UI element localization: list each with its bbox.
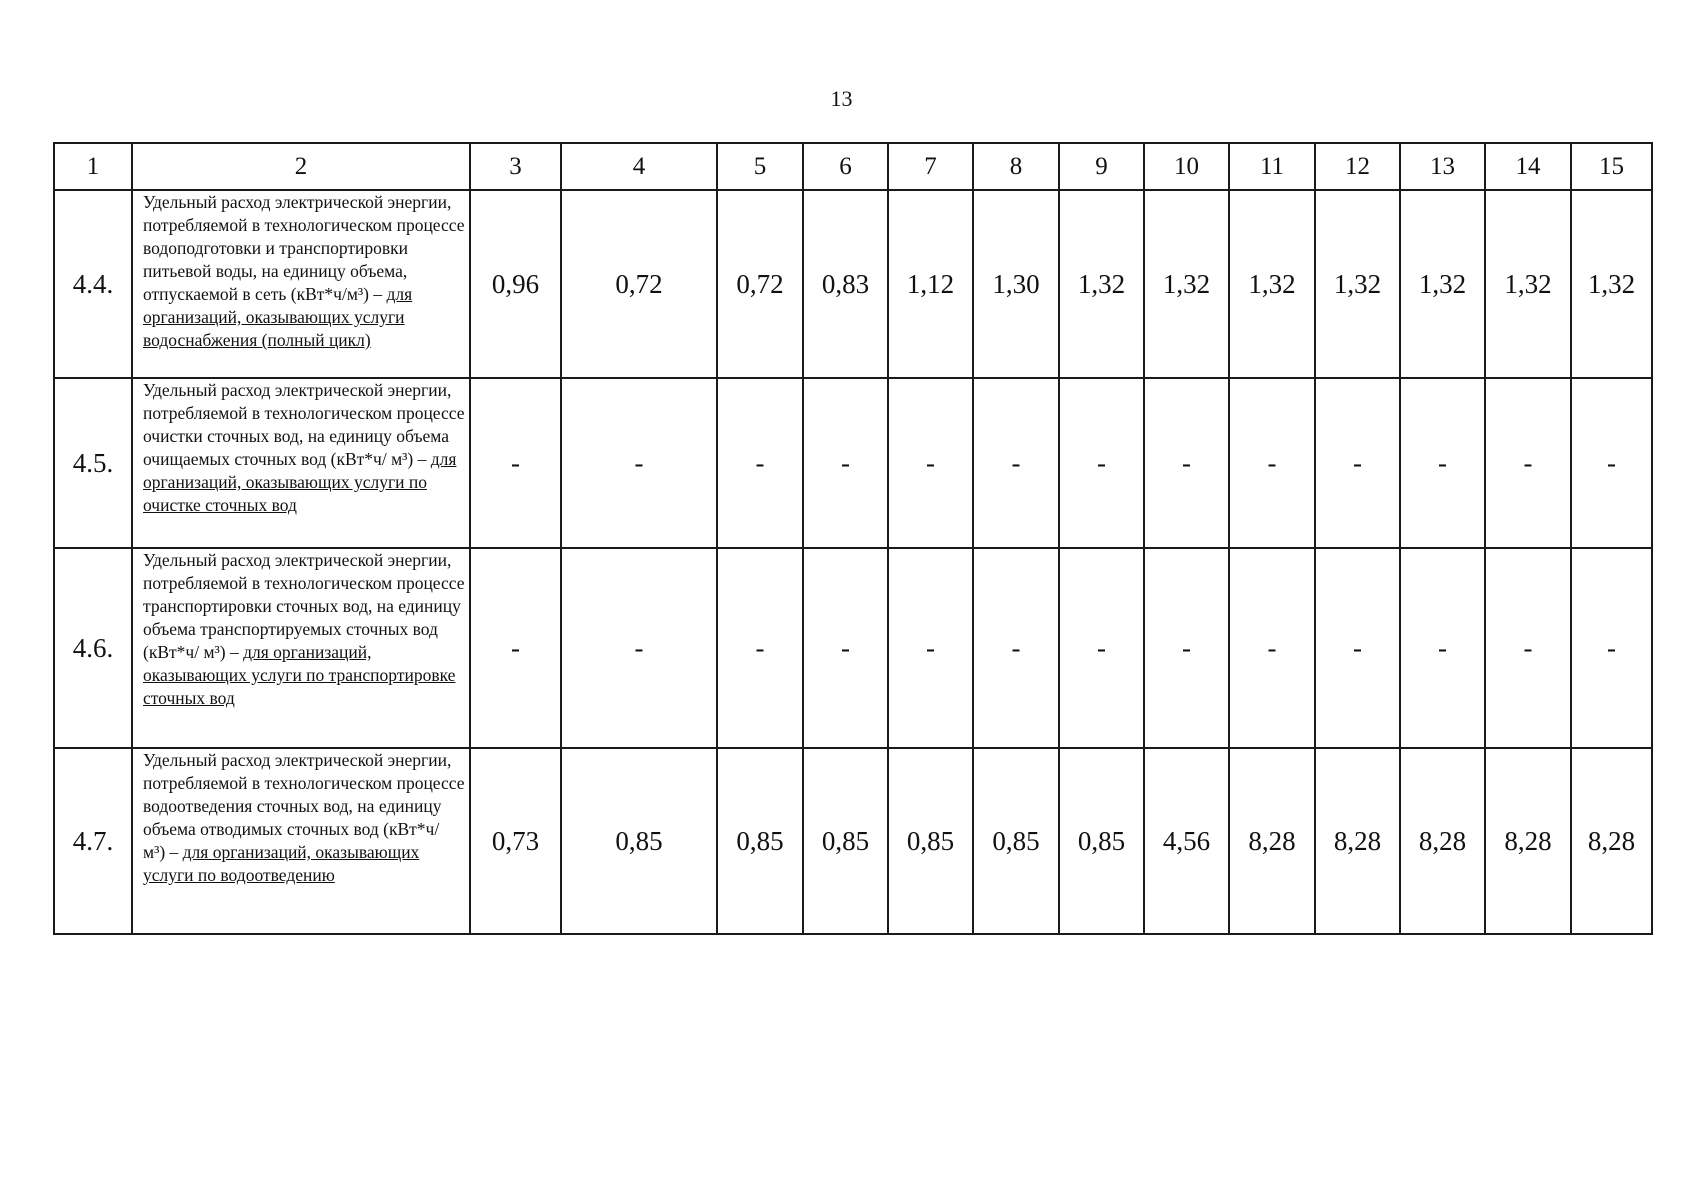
value-cell: - [1315,378,1400,548]
header-cell: 12 [1315,143,1400,190]
header-cell: 4 [561,143,717,190]
description-text: Удельный расход электрической энергии, потребляемой в технологическом процессе очистки сточных вод, на единицу объема очищаемых сточных вод (кВт*ч/ м³) – [143,380,465,469]
row-description [132,748,470,934]
table-row [54,548,1652,748]
value-cell: - [1485,548,1571,748]
row-description [132,548,470,748]
description-underlined-text: для организаций, оказывающих услуги водоснабжения (полный цикл) [143,284,413,350]
value-cell: 0,85 [1059,748,1144,934]
value-cell: 8,28 [1229,748,1315,934]
row-number: 4.4. [54,190,132,378]
value-cell: 8,28 [1485,748,1571,934]
description-underlined-text: для организаций, оказывающих услуги по очистке сточных вод [143,449,457,515]
table-row [54,378,1652,548]
value-cell: 1,32 [1144,190,1229,378]
value-cell: 0,83 [803,190,888,378]
value-cell: 0,72 [717,190,803,378]
value-cell: 1,32 [1229,190,1315,378]
value-cell: 1,32 [1571,190,1652,378]
row-number: 4.5. [54,378,132,548]
header-cell: 11 [1229,143,1315,190]
value-cell: 1,30 [973,190,1059,378]
value-cell: 0,85 [888,748,973,934]
value-cell: - [1144,378,1229,548]
header-cell: 7 [888,143,973,190]
description-underlined-text: для организаций, оказывающих услуги по транспортировке сточных вод [143,642,456,708]
value-cell: - [717,548,803,748]
header-cell: 15 [1571,143,1652,190]
header-cell: 2 [132,143,470,190]
value-cell: 1,32 [1315,190,1400,378]
value-cell: - [1571,548,1652,748]
value-cell: - [561,548,717,748]
description-text: Удельный расход электрической энергии, потребляемой в технологическом процессе водоподготовки и транспортировки питьевой воды, на единицу объема, отпускаемой в сеть (кВт*ч/м³) – [143,192,465,304]
value-cell: - [1400,548,1485,748]
value-cell: - [717,378,803,548]
header-cell: 9 [1059,143,1144,190]
value-cell: - [1571,378,1652,548]
value-cell: - [470,548,561,748]
header-row [54,143,1652,190]
value-cell: - [803,378,888,548]
value-cell: 8,28 [1400,748,1485,934]
value-cell: - [1400,378,1485,548]
row-number: 4.7. [54,748,132,934]
row-number: 4.6. [54,548,132,748]
description-text: Удельный расход электрической энергии, потребляемой в технологическом процессе транспортировки сточных вод, на единицу объема транспортируемых сточных вод (кВт*ч/ м³) – [143,550,465,662]
value-cell: 0,85 [561,748,717,934]
table-row [54,190,1652,378]
header-cell: 1 [54,143,132,190]
value-cell: - [973,378,1059,548]
value-cell: - [1059,548,1144,748]
value-cell: 0,85 [717,748,803,934]
value-cell: 0,73 [470,748,561,934]
value-cell: 0,72 [561,190,717,378]
indicators-table [53,142,1653,935]
value-cell: 8,28 [1571,748,1652,934]
header-cell: 3 [470,143,561,190]
page-number: 13 [830,86,853,111]
header-cell: 10 [1144,143,1229,190]
value-cell: - [1059,378,1144,548]
value-cell: 0,96 [470,190,561,378]
row-description [132,190,470,378]
value-cell: - [973,548,1059,748]
value-cell: - [1229,378,1315,548]
value-cell: 1,32 [1059,190,1144,378]
value-cell: - [1229,548,1315,748]
header-cell: 6 [803,143,888,190]
header-cell: 5 [717,143,803,190]
value-cell: 1,12 [888,190,973,378]
row-description [132,378,470,548]
value-cell: 8,28 [1315,748,1400,934]
value-cell: - [888,548,973,748]
header-cell: 14 [1485,143,1571,190]
value-cell: - [888,378,973,548]
value-cell: 4,56 [1144,748,1229,934]
table-row [54,748,1652,934]
value-cell: - [803,548,888,748]
value-cell: 1,32 [1400,190,1485,378]
value-cell: - [561,378,717,548]
value-cell: - [470,378,561,548]
value-cell: 1,32 [1485,190,1571,378]
value-cell: - [1144,548,1229,748]
value-cell: 0,85 [803,748,888,934]
value-cell: - [1485,378,1571,548]
header-cell: 13 [1400,143,1485,190]
description-text: Удельный расход электрической энергии, потребляемой в технологическом процессе водоотведения сточных вод, на единицу объема отводимых сточных вод (кВт*ч/ м³) – [143,750,465,862]
value-cell: 0,85 [973,748,1059,934]
header-cell: 8 [973,143,1059,190]
value-cell: - [1315,548,1400,748]
description-underlined-text: для организаций, оказывающих услуги по водоотведению [143,842,420,885]
